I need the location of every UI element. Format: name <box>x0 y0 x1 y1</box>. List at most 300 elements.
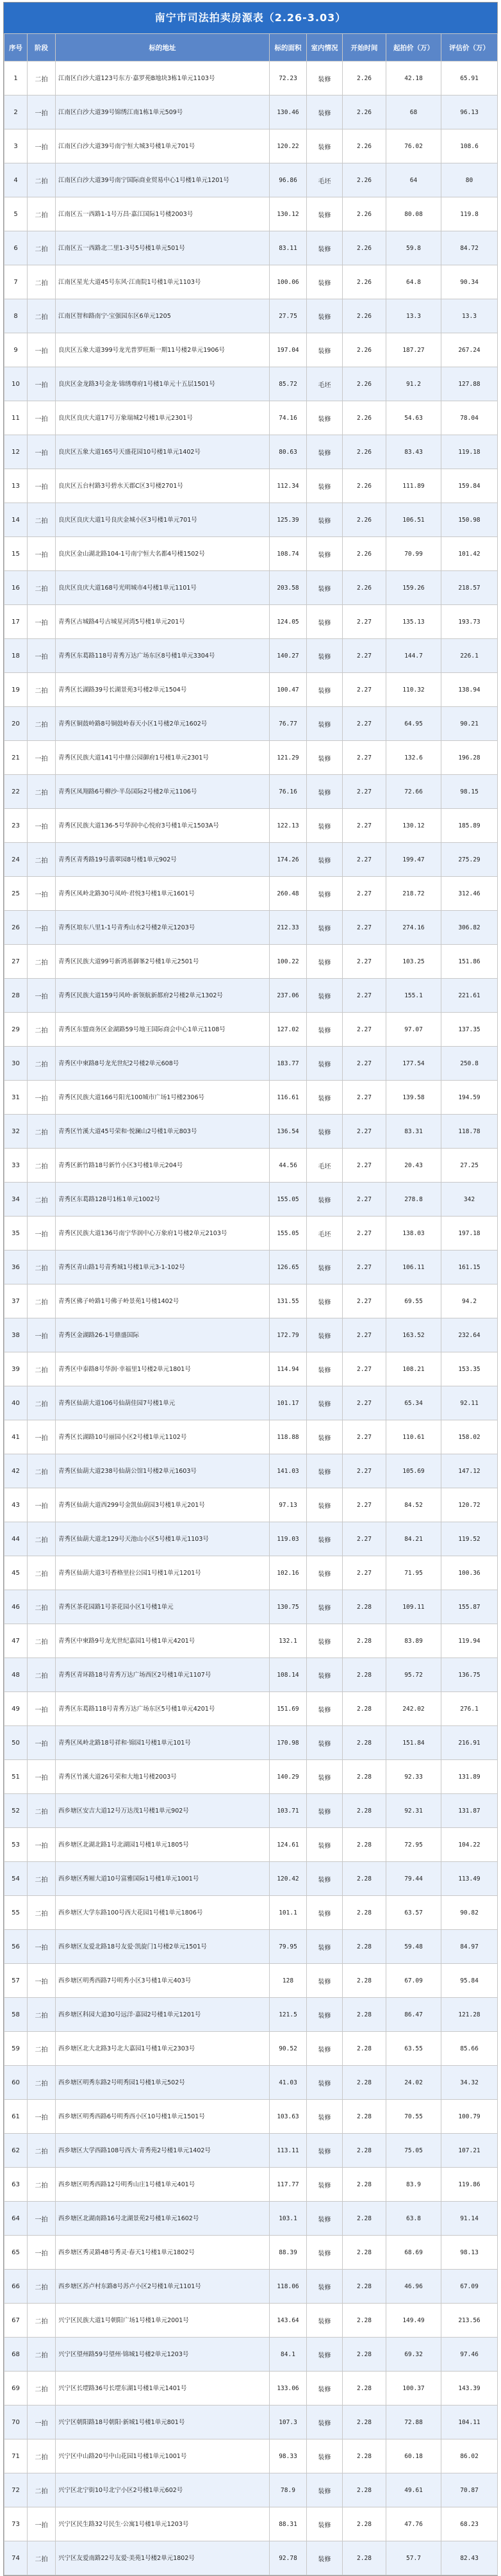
row-number: 31 <box>4 1081 28 1115</box>
start-time: 2.28 <box>343 1930 386 1964</box>
area: 170.98 <box>270 1726 307 1760</box>
auction-stage: 二拍 <box>28 1556 56 1590</box>
starting-price: 75.05 <box>386 2134 441 2168</box>
area: 113.11 <box>270 2134 307 2168</box>
area: 108.14 <box>270 1658 307 1692</box>
start-time: 2.27 <box>343 1284 386 1318</box>
property-address: 西乡塘区友爱北路18号友爱·凯旋门1号楼2单元1501号 <box>56 1930 270 1964</box>
starting-price: 80.08 <box>386 197 441 231</box>
property-address: 兴宁区民生路32号民生·公寓1号楼1单元1203号 <box>56 2507 270 2541</box>
property-address: 青秀区民族大道166号阳光100城市广场1号楼2306号 <box>56 1081 270 1115</box>
table-row <box>4 1318 498 1352</box>
appraised-price: 306.82 <box>441 911 498 945</box>
table-row <box>4 1217 498 1251</box>
table-row <box>4 1658 498 1692</box>
start-time: 2.28 <box>343 2541 386 2575</box>
auction-stage: 二拍 <box>28 2304 56 2338</box>
area: 131.55 <box>270 1284 307 1318</box>
interior: 装修 <box>307 1590 343 1624</box>
area: 136.54 <box>270 1115 307 1149</box>
property-address: 青秀区仙葫大道3号香格里拉公园1号楼1单元1201号 <box>56 1556 270 1590</box>
property-address: 兴宁区民族大道1号朝阳广场1号楼1单元2001号 <box>56 2304 270 2338</box>
starting-price: 46.96 <box>386 2270 441 2304</box>
appraised-price: 113.49 <box>441 1862 498 1896</box>
starting-price: 103.25 <box>386 945 441 979</box>
appraised-price: 155.87 <box>441 1590 498 1624</box>
area: 112.34 <box>270 469 307 503</box>
start-time: 2.26 <box>343 163 386 197</box>
starting-price: 109.11 <box>386 1590 441 1624</box>
property-address: 西乡塘区明秀东路2号明秀园1号楼1单元502号 <box>56 2066 270 2100</box>
table-row <box>4 1183 498 1217</box>
appraised-price: 70.87 <box>441 2473 498 2507</box>
appraised-price: 68.23 <box>441 2507 498 2541</box>
appraised-price: 13.3 <box>441 299 498 333</box>
property-address: 兴宁区中山路20号中山花园1号楼1单元1001号 <box>56 2439 270 2473</box>
row-number: 54 <box>4 1862 28 1896</box>
property-address: 西乡塘区北大北路3号北大嘉园1号楼1单元2303号 <box>56 2032 270 2066</box>
auction-stage: 二拍 <box>28 1862 56 1896</box>
table-body <box>4 62 498 2575</box>
interior: 装修 <box>307 1013 343 1047</box>
starting-price: 92.33 <box>386 1760 441 1794</box>
area: 174.26 <box>270 843 307 877</box>
start-time: 2.27 <box>343 673 386 707</box>
area: 151.69 <box>270 1692 307 1726</box>
starting-price: 91.2 <box>386 367 441 401</box>
table-row <box>4 265 498 299</box>
area: 130.46 <box>270 96 307 129</box>
auction-stage: 二拍 <box>28 163 56 197</box>
row-number: 73 <box>4 2507 28 2541</box>
starting-price: 71.95 <box>386 1556 441 1590</box>
auction-stage: 一拍 <box>28 911 56 945</box>
start-time: 2.28 <box>343 2066 386 2100</box>
start-time: 2.27 <box>343 1488 386 1522</box>
table-row <box>4 2236 498 2270</box>
starting-price: 64.95 <box>386 707 441 741</box>
property-address: 青秀区民族大道141号中鼎公园御府1号楼1单元2301号 <box>56 741 270 775</box>
table-row <box>4 2507 498 2541</box>
auction-stage: 二拍 <box>28 265 56 299</box>
starting-price: 57.7 <box>386 2541 441 2575</box>
area: 101.17 <box>270 1386 307 1420</box>
auction-stage: 一拍 <box>28 96 56 129</box>
appraised-price: 65.91 <box>441 62 498 96</box>
auction-stage: 二拍 <box>28 2066 56 2100</box>
start-time: 2.27 <box>343 877 386 911</box>
appraised-price: 216.91 <box>441 1726 498 1760</box>
row-number: 27 <box>4 945 28 979</box>
table-row <box>4 1047 498 1081</box>
starting-price: 72.95 <box>386 1828 441 1862</box>
property-address: 青秀区埌东八里1-1号青秀山水2号楼2单元1203号 <box>56 911 270 945</box>
area: 140.27 <box>270 639 307 673</box>
auction-stage: 二拍 <box>28 2372 56 2406</box>
property-address: 青秀区民族大道159号风岭·新领航新都府2号楼2单元1302号 <box>56 979 270 1013</box>
appraised-price: 119.94 <box>441 1624 498 1658</box>
starting-price: 163.52 <box>386 1318 441 1352</box>
starting-price: 106.11 <box>386 1251 441 1284</box>
row-number: 55 <box>4 1896 28 1930</box>
starting-price: 108.21 <box>386 1352 441 1386</box>
property-address: 青秀区中柬路8号龙光世纪2号楼2单元608号 <box>56 1047 270 1081</box>
appraised-price: 150.98 <box>441 503 498 537</box>
row-number: 21 <box>4 741 28 775</box>
area: 126.65 <box>270 1251 307 1284</box>
row-number: 70 <box>4 2406 28 2439</box>
interior: 装修 <box>307 1183 343 1217</box>
auction-stage: 二拍 <box>28 2473 56 2507</box>
row-number: 74 <box>4 2541 28 2575</box>
appraised-price: 119.52 <box>441 1522 498 1556</box>
start-time: 2.27 <box>343 1251 386 1284</box>
area: 41.03 <box>270 2066 307 2100</box>
starting-price: 13.3 <box>386 299 441 333</box>
property-address: 西乡塘区苏卢村东路8号苏卢小区2号楼1单元1101号 <box>56 2270 270 2304</box>
auction-stage: 二拍 <box>28 2270 56 2304</box>
property-address: 良庆区五象大道399号龙光普罗旺斯一期11号楼2单元1906号 <box>56 333 270 367</box>
interior: 装修 <box>307 1284 343 1318</box>
auction-stage: 一拍 <box>28 741 56 775</box>
appraised-price: 213.56 <box>441 2304 498 2338</box>
interior: 装修 <box>307 2270 343 2304</box>
start-time: 2.28 <box>343 2338 386 2372</box>
row-number: 32 <box>4 1115 28 1149</box>
appraised-price: 84.97 <box>441 1930 498 1964</box>
interior: 装修 <box>307 1047 343 1081</box>
starting-price: 63.8 <box>386 2202 441 2236</box>
property-address: 青秀区东葛路118号青秀万达广场东区5号楼1单元4201号 <box>56 1692 270 1726</box>
area: 79.95 <box>270 1930 307 1964</box>
start-time: 2.26 <box>343 401 386 435</box>
auction-stage: 一拍 <box>28 639 56 673</box>
appraised-price: 101.42 <box>441 537 498 571</box>
interior: 装修 <box>307 605 343 639</box>
start-time: 2.26 <box>343 333 386 367</box>
start-time: 2.26 <box>343 197 386 231</box>
appraised-price: 120.72 <box>441 1488 498 1522</box>
auction-stage: 二拍 <box>28 2168 56 2202</box>
area: 100.06 <box>270 265 307 299</box>
row-number: 44 <box>4 1522 28 1556</box>
appraised-price: 119.8 <box>441 197 498 231</box>
row-number: 69 <box>4 2372 28 2406</box>
auction-stage: 一拍 <box>28 2236 56 2270</box>
property-address: 青秀区青环路18号青秀万达广场西区2号楼1单元1107号 <box>56 1658 270 1692</box>
table-row <box>4 1930 498 1964</box>
table-row <box>4 1386 498 1420</box>
interior: 装修 <box>307 2439 343 2473</box>
interior: 毛坯 <box>307 1217 343 1251</box>
start-time: 2.28 <box>343 2032 386 2066</box>
start-time: 2.26 <box>343 571 386 605</box>
interior: 装修 <box>307 96 343 129</box>
area: 120.42 <box>270 1862 307 1896</box>
property-address: 江南区白沙大道39号南宁恒大城3号楼1单元701号 <box>56 129 270 163</box>
appraised-price: 136.75 <box>441 1658 498 1692</box>
row-number: 71 <box>4 2439 28 2473</box>
area: 155.05 <box>270 1183 307 1217</box>
area: 102.16 <box>270 1556 307 1590</box>
start-time: 2.26 <box>343 503 386 537</box>
starting-price: 47.76 <box>386 2507 441 2541</box>
auction-stage: 二拍 <box>28 62 56 96</box>
interior: 装修 <box>307 1251 343 1284</box>
area: 76.77 <box>270 707 307 741</box>
auction-stage: 二拍 <box>28 571 56 605</box>
table-title: 南宁市司法拍卖房源表（2.26-3.03） <box>4 3 497 33</box>
start-time: 2.28 <box>343 2168 386 2202</box>
row-number: 53 <box>4 1828 28 1862</box>
property-address: 西乡塘区明秀西路7号明秀小区3号楼1单元403号 <box>56 1964 270 1998</box>
area: 84.1 <box>270 2338 307 2372</box>
appraised-price: 158.02 <box>441 1420 498 1454</box>
row-number: 41 <box>4 1420 28 1454</box>
auction-stage: 一拍 <box>28 1081 56 1115</box>
table-row <box>4 2066 498 2100</box>
start-time: 2.28 <box>343 2473 386 2507</box>
property-address: 江南区五一西路北二里1-3号5号楼1单元501号 <box>56 231 270 265</box>
interior: 装修 <box>307 945 343 979</box>
auction-stage: 二拍 <box>28 1183 56 1217</box>
table-row <box>4 469 498 503</box>
starting-price: 69.55 <box>386 1284 441 1318</box>
starting-price: 83.89 <box>386 1624 441 1658</box>
area: 172.79 <box>270 1318 307 1352</box>
appraised-price: 92.11 <box>441 1386 498 1420</box>
starting-price: 63.57 <box>386 1896 441 1930</box>
appraised-price: 147.12 <box>441 1454 498 1488</box>
starting-price: 59.48 <box>386 1930 441 1964</box>
start-time: 2.26 <box>343 469 386 503</box>
property-address: 青秀区仙葫大道106号仙葫佳园7号楼1单元 <box>56 1386 270 1420</box>
area: 103.1 <box>270 2202 307 2236</box>
table-row <box>4 741 498 775</box>
row-number: 3 <box>4 129 28 163</box>
interior: 装修 <box>307 231 343 265</box>
auction-stage: 二拍 <box>28 197 56 231</box>
property-address: 青秀区茶花园路1号茶花园小区1号楼1单元 <box>56 1590 270 1624</box>
area: 130.75 <box>270 1590 307 1624</box>
interior: 装修 <box>307 129 343 163</box>
row-number: 64 <box>4 2202 28 2236</box>
interior: 装修 <box>307 401 343 435</box>
start-time: 2.27 <box>343 707 386 741</box>
interior: 装修 <box>307 2372 343 2406</box>
property-address: 青秀区凤翔路6号柳沙·半岛国际2号楼2单元1106号 <box>56 775 270 809</box>
starting-price: 20.43 <box>386 1149 441 1183</box>
starting-price: 130.12 <box>386 809 441 843</box>
start-time: 2.28 <box>343 1998 386 2032</box>
property-address: 良庆区良庆大道1号良庆金城小区3号楼1单元701号 <box>56 503 270 537</box>
interior: 装修 <box>307 1556 343 1590</box>
start-time: 2.28 <box>343 1964 386 1998</box>
property-address: 青秀区铜鼓岭路8号铜鼓岭春天小区1号楼2单元1602号 <box>56 707 270 741</box>
property-address: 西乡塘区安吉大道12号万达茂1号楼1单元902号 <box>56 1794 270 1828</box>
appraised-price: 91.14 <box>441 2202 498 2236</box>
row-number: 2 <box>4 96 28 129</box>
table-row <box>4 1692 498 1726</box>
table-row <box>4 1115 498 1149</box>
interior: 装修 <box>307 2100 343 2134</box>
auction-stage: 二拍 <box>28 707 56 741</box>
property-address: 江南区白沙大道123号东方·嘉罗苑B地块3栋1单元1103号 <box>56 62 270 96</box>
start-time: 2.28 <box>343 1590 386 1624</box>
appraised-price: 197.18 <box>441 1217 498 1251</box>
appraised-price: 153.35 <box>441 1352 498 1386</box>
table-row <box>4 163 498 197</box>
table-row <box>4 707 498 741</box>
table-row <box>4 2032 498 2066</box>
start-time: 2.27 <box>343 1318 386 1352</box>
appraised-price: 275.29 <box>441 843 498 877</box>
starting-price: 110.61 <box>386 1420 441 1454</box>
auction-stage: 一拍 <box>28 1420 56 1454</box>
header-row <box>4 34 498 62</box>
interior: 毛坯 <box>307 367 343 401</box>
area: 97.13 <box>270 1488 307 1522</box>
area: 83.11 <box>270 231 307 265</box>
auction-stage: 一拍 <box>28 333 56 367</box>
row-number: 40 <box>4 1386 28 1420</box>
table-row <box>4 1726 498 1760</box>
table-row <box>4 2473 498 2507</box>
interior: 装修 <box>307 1081 343 1115</box>
column-header: 序号 <box>4 34 28 62</box>
area: 92.78 <box>270 2541 307 2575</box>
start-time: 2.28 <box>343 2202 386 2236</box>
start-time: 2.26 <box>343 129 386 163</box>
interior: 装修 <box>307 299 343 333</box>
property-address: 西乡塘区明秀西路6号明秀西小区10号楼1单元1501号 <box>56 2100 270 2134</box>
auction-stage: 二拍 <box>28 1386 56 1420</box>
area: 260.48 <box>270 877 307 911</box>
table-row <box>4 2168 498 2202</box>
starting-price: 72.66 <box>386 775 441 809</box>
interior: 装修 <box>307 1692 343 1726</box>
appraised-price: 100.79 <box>441 2100 498 2134</box>
interior: 装修 <box>307 537 343 571</box>
appraised-price: 67.09 <box>441 2270 498 2304</box>
area: 114.94 <box>270 1352 307 1386</box>
starting-price: 155.1 <box>386 979 441 1013</box>
row-number: 49 <box>4 1692 28 1726</box>
appraised-price: 127.88 <box>441 367 498 401</box>
row-number: 7 <box>4 265 28 299</box>
appraised-price: 90.21 <box>441 707 498 741</box>
auction-stage: 一拍 <box>28 129 56 163</box>
area: 124.05 <box>270 605 307 639</box>
area: 140.29 <box>270 1760 307 1794</box>
area: 118.88 <box>270 1420 307 1454</box>
table-row <box>4 1862 498 1896</box>
starting-price: 69.32 <box>386 2338 441 2372</box>
table-row <box>4 843 498 877</box>
interior: 装修 <box>307 571 343 605</box>
table-row <box>4 2100 498 2134</box>
starting-price: 79.44 <box>386 1862 441 1896</box>
table-row <box>4 1998 498 2032</box>
start-time: 2.26 <box>343 231 386 265</box>
area: 143.64 <box>270 2304 307 2338</box>
table-row <box>4 401 498 435</box>
auction-stage: 二拍 <box>28 1047 56 1081</box>
row-number: 6 <box>4 231 28 265</box>
auction-stage: 二拍 <box>28 1149 56 1183</box>
property-address: 兴宁区望州路59号望州·锦城1号楼2单元1203号 <box>56 2338 270 2372</box>
interior: 装修 <box>307 2406 343 2439</box>
start-time: 2.28 <box>343 1828 386 1862</box>
row-number: 51 <box>4 1760 28 1794</box>
table-row <box>4 2439 498 2473</box>
row-number: 19 <box>4 673 28 707</box>
row-number: 26 <box>4 911 28 945</box>
interior: 装修 <box>307 1726 343 1760</box>
starting-price: 86.47 <box>386 1998 441 2032</box>
interior: 毛坯 <box>307 163 343 197</box>
appraised-price: 196.28 <box>441 741 498 775</box>
interior: 装修 <box>307 843 343 877</box>
row-number: 14 <box>4 503 28 537</box>
property-address: 青秀区民族大道136号南宁华润中心万象府1号楼2单元2103号 <box>56 1217 270 1251</box>
start-time: 2.27 <box>343 1149 386 1183</box>
start-time: 2.26 <box>343 299 386 333</box>
interior: 装修 <box>307 1115 343 1149</box>
column-header: 标的地址 <box>56 34 270 62</box>
interior: 装修 <box>307 2304 343 2338</box>
auction-stage: 二拍 <box>28 1013 56 1047</box>
starting-price: 149.49 <box>386 2304 441 2338</box>
row-number: 37 <box>4 1284 28 1318</box>
property-address: 青秀区民族大道136-5号华润中心悦府3号楼1单元1503A号 <box>56 809 270 843</box>
start-time: 2.27 <box>343 1556 386 1590</box>
interior: 装修 <box>307 2032 343 2066</box>
starting-price: 139.58 <box>386 1081 441 1115</box>
property-address: 青秀区仙葫大道西299号金凯仙葫园3号楼1单元201号 <box>56 1488 270 1522</box>
appraised-price: 82.43 <box>441 2541 498 2575</box>
auction-stage: 二拍 <box>28 945 56 979</box>
area: 100.22 <box>270 945 307 979</box>
start-time: 2.27 <box>343 1420 386 1454</box>
row-number: 60 <box>4 2066 28 2100</box>
auction-stage: 二拍 <box>28 775 56 809</box>
start-time: 2.28 <box>343 1862 386 1896</box>
interior: 装修 <box>307 2236 343 2270</box>
row-number: 17 <box>4 605 28 639</box>
row-number: 20 <box>4 707 28 741</box>
appraised-price: 104.11 <box>441 2406 498 2439</box>
appraised-price: 221.61 <box>441 979 498 1013</box>
area: 108.74 <box>270 537 307 571</box>
auction-stage: 一拍 <box>28 1692 56 1726</box>
auction-stage: 二拍 <box>28 1251 56 1284</box>
area: 90.52 <box>270 2032 307 2066</box>
property-address: 兴宁区北宁街10号北宁小区2号楼1单元602号 <box>56 2473 270 2507</box>
area: 124.61 <box>270 1828 307 1862</box>
starting-price: 274.16 <box>386 911 441 945</box>
appraised-price: 95.84 <box>441 1964 498 1998</box>
row-number: 30 <box>4 1047 28 1081</box>
table-row <box>4 197 498 231</box>
interior: 装修 <box>307 1896 343 1930</box>
area: 107.3 <box>270 2406 307 2439</box>
appraised-price: 97.46 <box>441 2338 498 2372</box>
property-address: 江南区白沙大道39号南宁国际商业贸易中心1号楼1单元1201号 <box>56 163 270 197</box>
starting-price: 135.13 <box>386 605 441 639</box>
starting-price: 110.32 <box>386 673 441 707</box>
start-time: 2.28 <box>343 1896 386 1930</box>
